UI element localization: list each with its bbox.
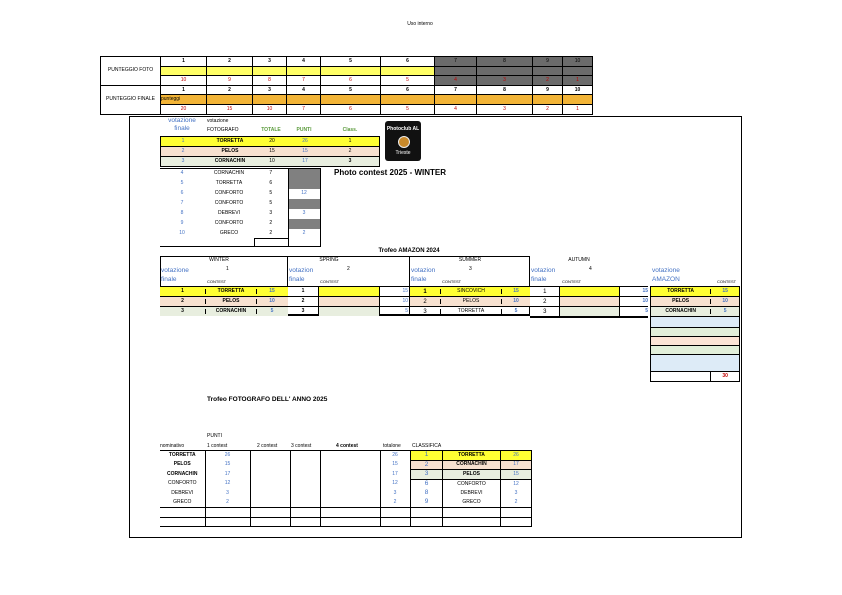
photo-points: 8: [253, 76, 287, 86]
photo-points-label: PUNTEGGIO FOTO: [101, 57, 161, 86]
final-points: 7: [287, 104, 321, 114]
contest-row: [160, 229, 320, 239]
pos: 2: [543, 298, 547, 305]
year-name-header: nominativo: [160, 443, 185, 449]
vote-line: finale: [531, 276, 547, 284]
contest-row: [160, 179, 320, 189]
name: CONFORTO: [168, 480, 197, 487]
contest-top-row: [160, 147, 380, 157]
pts: 15: [513, 470, 519, 477]
name: DEBREVI: [443, 489, 501, 499]
name: CORNACHIN: [213, 170, 245, 177]
pos: 3: [301, 308, 305, 314]
tot: 15: [380, 460, 410, 470]
photo-points: 9: [207, 76, 253, 86]
final-points: 6: [321, 104, 381, 114]
name: TORRETTA: [215, 180, 243, 186]
year-c1-header: 1 contest: [207, 443, 228, 449]
contest-total-header: TOTALE: [261, 127, 281, 133]
pts: 10: [513, 298, 519, 304]
pts: 26: [513, 451, 519, 458]
name: CORNACHIN: [443, 460, 501, 470]
final-points: 3: [477, 104, 533, 114]
pts: 10: [269, 298, 275, 304]
final-points: 10: [253, 104, 287, 114]
name: GRECO: [173, 499, 192, 505]
name: GRECO: [219, 230, 239, 236]
points-grid: [100, 56, 593, 115]
tot: 2: [380, 498, 410, 508]
grid-num: 9: [533, 57, 563, 67]
pos: 1: [543, 288, 547, 295]
total: 15: [269, 148, 275, 154]
season-rows-winter: [160, 286, 288, 316]
name: DEBREVI: [218, 210, 240, 216]
name: CORNACHIN: [651, 309, 711, 314]
contest-top3: [160, 136, 380, 167]
class: 3: [348, 158, 352, 164]
grid-num: 2: [207, 57, 253, 67]
c1: 2: [205, 498, 250, 508]
photo-points: 10: [161, 76, 207, 86]
name: TORRETTA: [440, 309, 502, 314]
grid-num: 4: [287, 57, 321, 67]
pos: 7: [180, 200, 184, 206]
year-ranking: [410, 450, 532, 527]
photo-points: 4: [435, 76, 477, 86]
pos: 1: [181, 138, 185, 144]
tot: 26: [380, 451, 410, 461]
pts: 5: [405, 308, 408, 314]
name: PELOS: [440, 299, 502, 304]
total: 5: [269, 200, 273, 206]
final-points: 5: [381, 104, 435, 114]
pos: 9: [180, 220, 184, 226]
contest-row: [160, 219, 320, 229]
vote-line: votazion: [531, 267, 556, 274]
pos: 3: [181, 158, 185, 164]
season-rows-summer: [410, 286, 530, 316]
vote-line: votazion: [289, 267, 314, 274]
season-name: SUMMER: [458, 257, 482, 263]
photo-points: 7: [287, 76, 321, 86]
season-vote-label: [531, 266, 561, 284]
name: TORRETTA: [205, 289, 257, 294]
pts: 12: [513, 480, 519, 487]
season-number: 4: [589, 266, 592, 272]
name: [318, 307, 380, 316]
photo-points: 2: [533, 76, 563, 86]
contest-other-rows: [160, 168, 321, 247]
final-points: 15: [207, 104, 253, 114]
season-number: 2: [347, 266, 350, 272]
pts: 15: [513, 288, 519, 294]
pts: 15: [402, 288, 408, 294]
amazon-total: 30: [722, 373, 728, 379]
pts: 17: [513, 461, 519, 468]
contest-final-vote-header: [160, 117, 204, 134]
header-line: finale: [174, 125, 190, 133]
pos: 2: [423, 298, 427, 305]
grid-num: 10: [563, 57, 593, 67]
pts: 10: [402, 298, 408, 304]
amazon-name: AMAZON: [652, 276, 680, 284]
logo-text-bottom: Trieste: [395, 150, 411, 156]
year-class-header: CLASSIFICA: [412, 443, 442, 449]
name: TORRETTA: [168, 452, 196, 458]
name: DEBREVI: [171, 489, 194, 496]
season-number: 1: [226, 266, 229, 272]
points: 2: [288, 229, 320, 239]
grid-num: 7: [435, 57, 477, 67]
pts: 15: [269, 288, 275, 294]
pos: 5: [180, 180, 184, 186]
internal-use-label: Uso interno: [407, 21, 433, 27]
grid-num: 9: [533, 85, 563, 95]
grid-num: 3: [253, 85, 287, 95]
tot: 3: [380, 489, 410, 499]
name: SINCOVICH: [440, 289, 502, 294]
total: 2: [269, 220, 273, 226]
grid-num: 2: [207, 85, 253, 95]
grid-num: 5: [321, 57, 381, 67]
year-c3-header: 3 contest: [291, 443, 312, 449]
contest-row: [160, 209, 320, 219]
grid-num: 8: [477, 85, 533, 95]
points: 17: [302, 158, 308, 164]
pos: 10: [179, 230, 185, 236]
final-points: 20: [161, 104, 207, 114]
name: PELOS: [651, 299, 711, 304]
contest-title: Photo contest 2025 - WINTER: [334, 168, 447, 177]
pos: 9: [424, 498, 429, 506]
c1: 12: [205, 479, 250, 489]
photo-points: 3: [477, 76, 533, 86]
points: 12: [288, 189, 320, 199]
class: 2: [348, 148, 352, 154]
points: 26: [302, 138, 308, 144]
contest-top-row: [160, 136, 380, 147]
vote-line: votazione: [652, 267, 680, 274]
final-points: 4: [435, 104, 477, 114]
contest-row: [160, 199, 320, 209]
name: TORRETTA: [216, 138, 244, 144]
final-note: punteggi: [161, 95, 207, 105]
name: CONFORTO: [214, 190, 244, 196]
season-number: 3: [469, 266, 472, 272]
grid-num: 1: [161, 85, 207, 95]
pos: 6: [424, 479, 429, 487]
photo-points: 1: [563, 76, 593, 86]
year-c4-header: 4 contest: [336, 443, 358, 449]
contest-label: CONTEST: [320, 279, 340, 284]
name: PELOS: [443, 470, 501, 480]
header-line: votazione: [207, 118, 229, 124]
c1: 26: [205, 451, 250, 461]
name: PELOS: [173, 461, 191, 468]
name: [559, 307, 620, 316]
pts: 5: [514, 308, 518, 314]
header-line: votazione: [168, 117, 196, 124]
pos: 8: [424, 489, 429, 496]
contest-label: CONTEST: [717, 279, 737, 284]
total: 2: [269, 229, 273, 236]
grid-num: 6: [381, 57, 435, 67]
contest-points-header: PUNTI: [296, 127, 312, 133]
final-points: 2: [533, 104, 563, 114]
season-vote-label: [411, 266, 441, 284]
logo-text-top: Photoclub AL: [386, 126, 420, 132]
contest-photographer-header: [207, 119, 239, 133]
photo-points: 5: [381, 76, 435, 86]
points: 3: [288, 209, 320, 219]
vote-line: votazion: [411, 267, 436, 274]
total: 20: [269, 138, 275, 144]
pos: 3: [423, 308, 427, 315]
c1: 15: [205, 460, 250, 470]
name: PELOS: [205, 299, 257, 304]
amazon-final-header: [652, 266, 680, 284]
pos: 2: [181, 148, 185, 154]
amazon-final-table: [650, 286, 740, 382]
pts: 10: [642, 298, 648, 304]
grid-num: 4: [287, 85, 321, 95]
name: CORNACHIN: [166, 470, 198, 477]
grid-num: 10: [563, 85, 593, 95]
total: 3: [269, 210, 273, 216]
total: 6: [269, 180, 273, 186]
class: 1: [348, 138, 352, 144]
pos: 6: [180, 190, 184, 196]
year-c2-header: 2 contest: [257, 443, 278, 449]
tot: 17: [380, 470, 410, 480]
season-rows-spring: [288, 286, 410, 316]
pts: 15: [642, 288, 648, 294]
name: [318, 297, 380, 306]
contest-row: [160, 189, 320, 199]
pos: 3: [543, 308, 547, 315]
total: 5: [269, 190, 273, 196]
name: TORRETTA: [443, 451, 501, 461]
header-line: FOTOGRAFO: [207, 127, 239, 133]
pos: 4: [180, 170, 184, 177]
season-rows-autumn: [530, 286, 648, 318]
name: CORNACHIN: [205, 309, 257, 314]
pts: 5: [645, 308, 648, 314]
c1: 3: [205, 489, 250, 499]
name: [559, 287, 620, 296]
total: 10: [269, 158, 275, 164]
grid-num: 1: [161, 57, 207, 67]
name: CONFORTO: [443, 479, 501, 489]
pos: 1: [181, 288, 184, 294]
contest-label: CONTEST: [207, 279, 227, 284]
pos: 1: [424, 451, 429, 458]
grid-num: 3: [253, 57, 287, 67]
vote-line: finale: [161, 276, 177, 284]
final-points: 1: [563, 104, 593, 114]
grid-num: 7: [435, 85, 477, 95]
pos: 2: [301, 298, 305, 304]
name: [559, 297, 620, 306]
name: PELOS: [221, 148, 239, 154]
total: 7: [269, 170, 273, 177]
photo-points: 6: [321, 76, 381, 86]
name: CORNACHIN: [214, 158, 246, 164]
year-table: [160, 450, 411, 527]
points: 15: [302, 148, 308, 154]
contest-label: CONTEST: [442, 279, 462, 284]
pos: 1: [423, 288, 427, 295]
tot: 12: [380, 479, 410, 489]
pts: 5: [270, 308, 274, 314]
final-points-label: PUNTEGGIO FINALE: [101, 85, 161, 114]
pos: 1: [301, 288, 305, 294]
pts: 5: [723, 308, 727, 314]
name: [318, 287, 380, 296]
season-name: WINTER: [209, 257, 229, 263]
contest-label: CONTEST: [562, 279, 582, 284]
year-points-header: PUNTI: [207, 433, 222, 439]
pos: 3: [424, 470, 429, 477]
pts: 3: [514, 489, 518, 496]
name: TORRETTA: [651, 289, 711, 294]
pos: 2: [424, 460, 429, 468]
pts: 15: [722, 288, 728, 294]
season-name: AUTUMN: [568, 257, 590, 263]
pos: 2: [181, 298, 184, 304]
c1: 17: [205, 470, 250, 480]
vote-line: votazione: [161, 267, 189, 274]
photoclub-logo: [385, 121, 421, 161]
grid-num: 8: [477, 57, 533, 67]
name: CONFORTO: [214, 220, 244, 226]
year-total-header: totalone: [383, 443, 401, 449]
season-vote-label: [161, 266, 189, 284]
amazon-title: Trofeo AMAZON 2024: [378, 248, 440, 254]
season-name: SPRING: [319, 257, 339, 263]
pts: 10: [722, 298, 728, 304]
pos: 3: [181, 308, 184, 314]
pos: 8: [180, 210, 184, 216]
year-title: Trofeo FOTOGRAFO DELL' ANNO 2025: [207, 396, 328, 403]
pts: 2: [514, 499, 518, 505]
grid-num: 5: [321, 85, 381, 95]
name: GRECO: [443, 498, 501, 508]
vote-line: finale: [411, 276, 427, 284]
vote-line: finale: [289, 276, 305, 284]
season-vote-label: [289, 266, 319, 284]
contest-row: [160, 169, 320, 179]
aperture-icon: [398, 136, 410, 148]
name: CONFORTO: [214, 200, 244, 206]
grid-num: 6: [381, 85, 435, 95]
contest-top-row: [160, 157, 380, 167]
contest-class-header: Class.: [342, 127, 358, 133]
